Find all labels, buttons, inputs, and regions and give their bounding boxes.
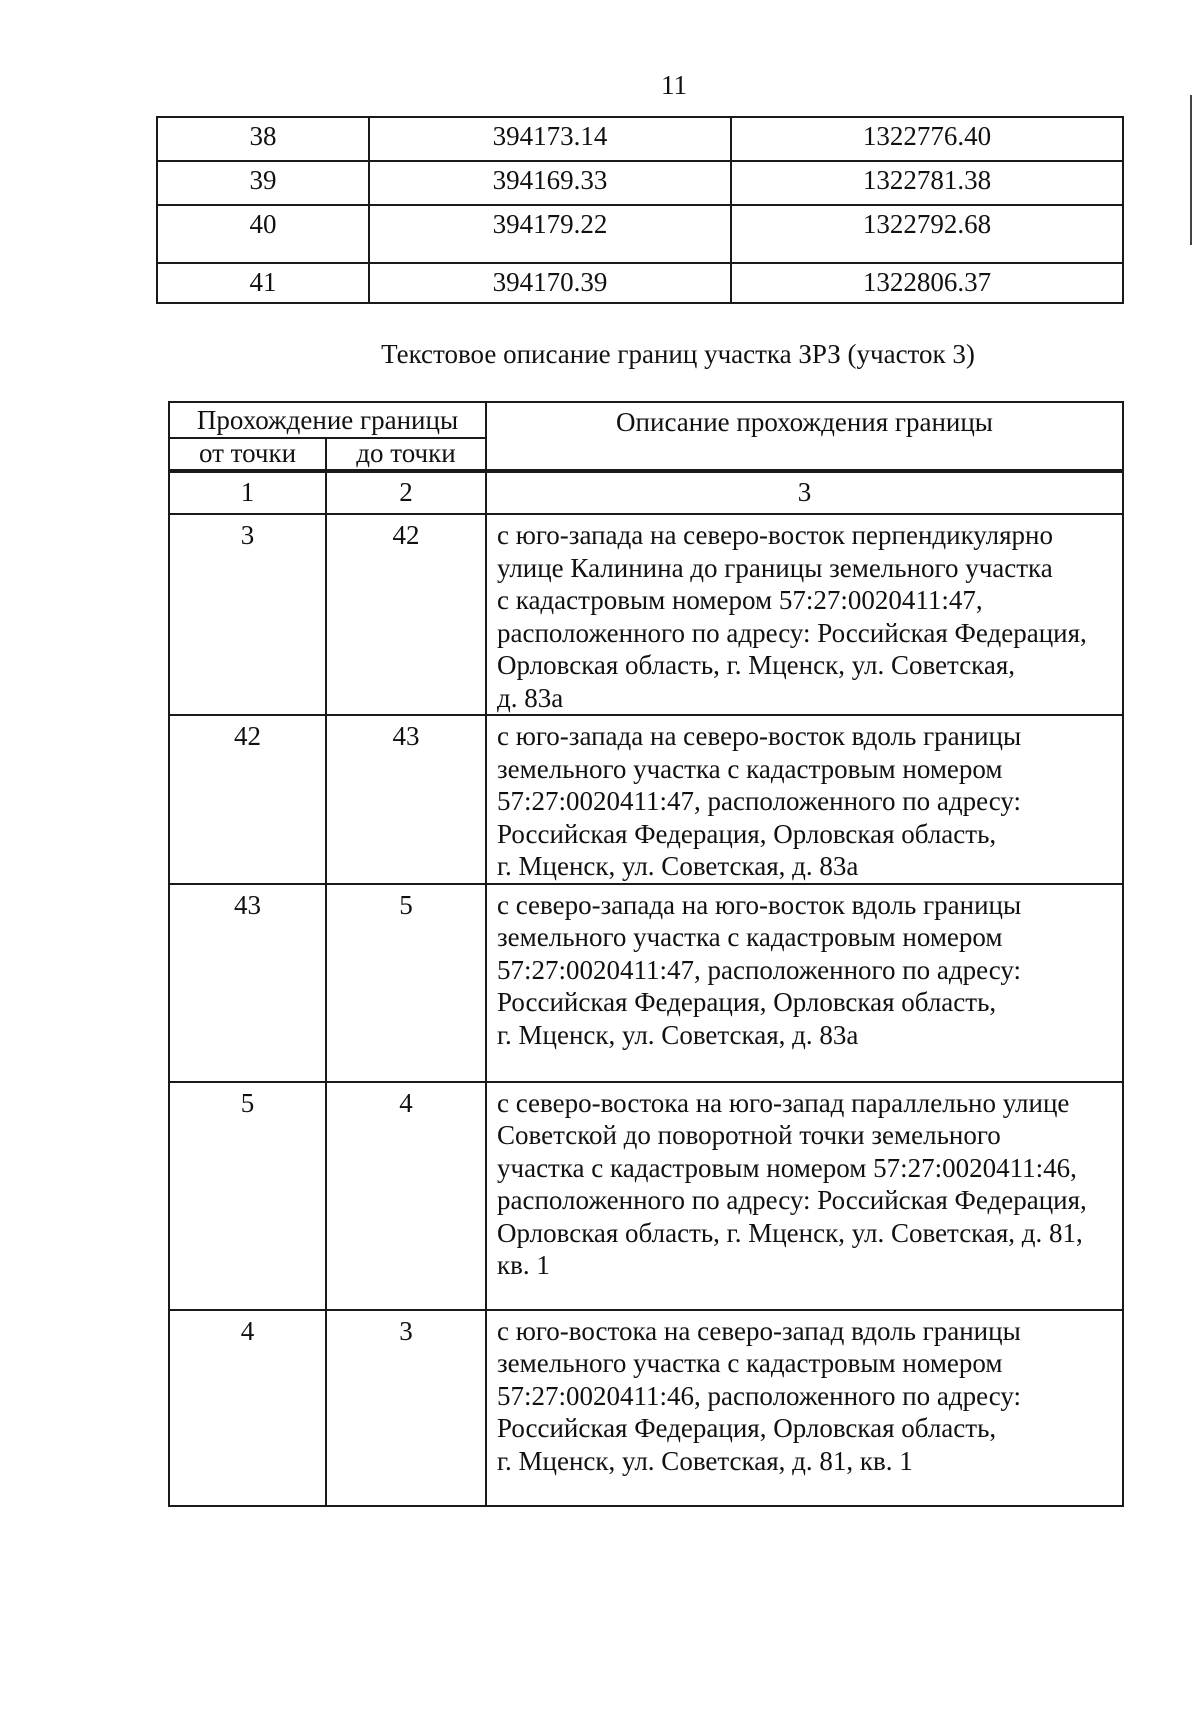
- passing-header: Прохождение границы: [169, 402, 486, 438]
- to-point-cell: 4: [326, 1082, 486, 1310]
- table-row: [169, 514, 1123, 715]
- point-number-cell: 41: [157, 263, 369, 303]
- x-coordinate-cell: 394170.39: [369, 263, 731, 303]
- column-number: 1: [169, 471, 326, 514]
- boundary-description-table: [168, 401, 1124, 1507]
- to-point-cell: 43: [326, 715, 486, 884]
- table-row: [169, 1310, 1123, 1506]
- from-point-cell: 43: [169, 884, 326, 1082]
- header-row: [169, 402, 1123, 438]
- column-number: 2: [326, 471, 486, 514]
- to-point-header: до точки: [326, 438, 486, 471]
- description-cell: с северо-запада на юго-восток вдоль границы земельного участка с кадастровым номером 57:27:0020411:47, расположенного по адресу: Российская Федерация, Орловская область, г. Мценск, ул. Советская, д. 83а: [486, 884, 1123, 1082]
- table-row: [157, 205, 1123, 263]
- y-coordinate-cell: 1322781.38: [731, 161, 1123, 205]
- description-cell: с юго-запада на северо-восток вдоль границы земельного участка с кадастровым номером 57:27:0020411:47, расположенного по адресу: Российская Федерация, Орловская область, г. Мценск, ул. Советская, д. 83а: [486, 715, 1123, 884]
- table-row: [157, 263, 1123, 303]
- x-coordinate-cell: 394169.33: [369, 161, 731, 205]
- point-number-cell: 40: [157, 205, 369, 263]
- to-point-cell: 5: [326, 884, 486, 1082]
- table-row: [169, 1082, 1123, 1310]
- point-number-cell: 38: [157, 117, 369, 161]
- y-coordinate-cell: 1322806.37: [731, 263, 1123, 303]
- coordinates-table: [156, 116, 1124, 304]
- x-coordinate-cell: 394179.22: [369, 205, 731, 263]
- table-row: [169, 715, 1123, 884]
- point-number-cell: 39: [157, 161, 369, 205]
- description-cell: с юго-востока на северо-запад вдоль границы земельного участка с кадастровым номером 57:27:0020411:46, расположенного по адресу: Российская Федерация, Орловская область, г. Мценск, ул. Советская, д. 81, кв. 1: [486, 1310, 1123, 1506]
- from-point-cell: 3: [169, 514, 326, 715]
- column-number-row: [169, 471, 1123, 514]
- table-row: [157, 117, 1123, 161]
- description-cell: с юго-запада на северо-восток перпендикулярно улице Калинина до границы земельного участка с кадастровым номером 57:27:0020411:47, расположенного по адресу: Российская Федерация, Орловская область, г. Мценск, ул. Советская, д. 83а: [486, 514, 1123, 715]
- y-coordinate-cell: 1322776.40: [731, 117, 1123, 161]
- table-row: [157, 161, 1123, 205]
- from-point-cell: 4: [169, 1310, 326, 1506]
- x-coordinate-cell: 394173.14: [369, 117, 731, 161]
- from-point-header: от точки: [169, 438, 326, 471]
- description-header: Описание прохождения границы: [486, 402, 1123, 471]
- page-number: 11: [661, 70, 687, 100]
- to-point-cell: 3: [326, 1310, 486, 1506]
- description-cell: с северо-востока на юго-запад параллельно улице Советской до поворотной точки земельного участка с кадастровым номером 57:27:0020411:46, расположенного по адресу: Российская Федерация, Орловская область, г. Мценск, ул. Советская, д. 81, кв. 1: [486, 1082, 1123, 1310]
- section-title: Текстовое описание границ участка ЗРЗ (участок 3): [381, 339, 975, 369]
- from-point-cell: 5: [169, 1082, 326, 1310]
- to-point-cell: 42: [326, 514, 486, 715]
- column-number: 3: [486, 471, 1123, 514]
- from-point-cell: 42: [169, 715, 326, 884]
- table-row: [169, 884, 1123, 1082]
- scan-margin-mark: [1190, 95, 1192, 245]
- y-coordinate-cell: 1322792.68: [731, 205, 1123, 263]
